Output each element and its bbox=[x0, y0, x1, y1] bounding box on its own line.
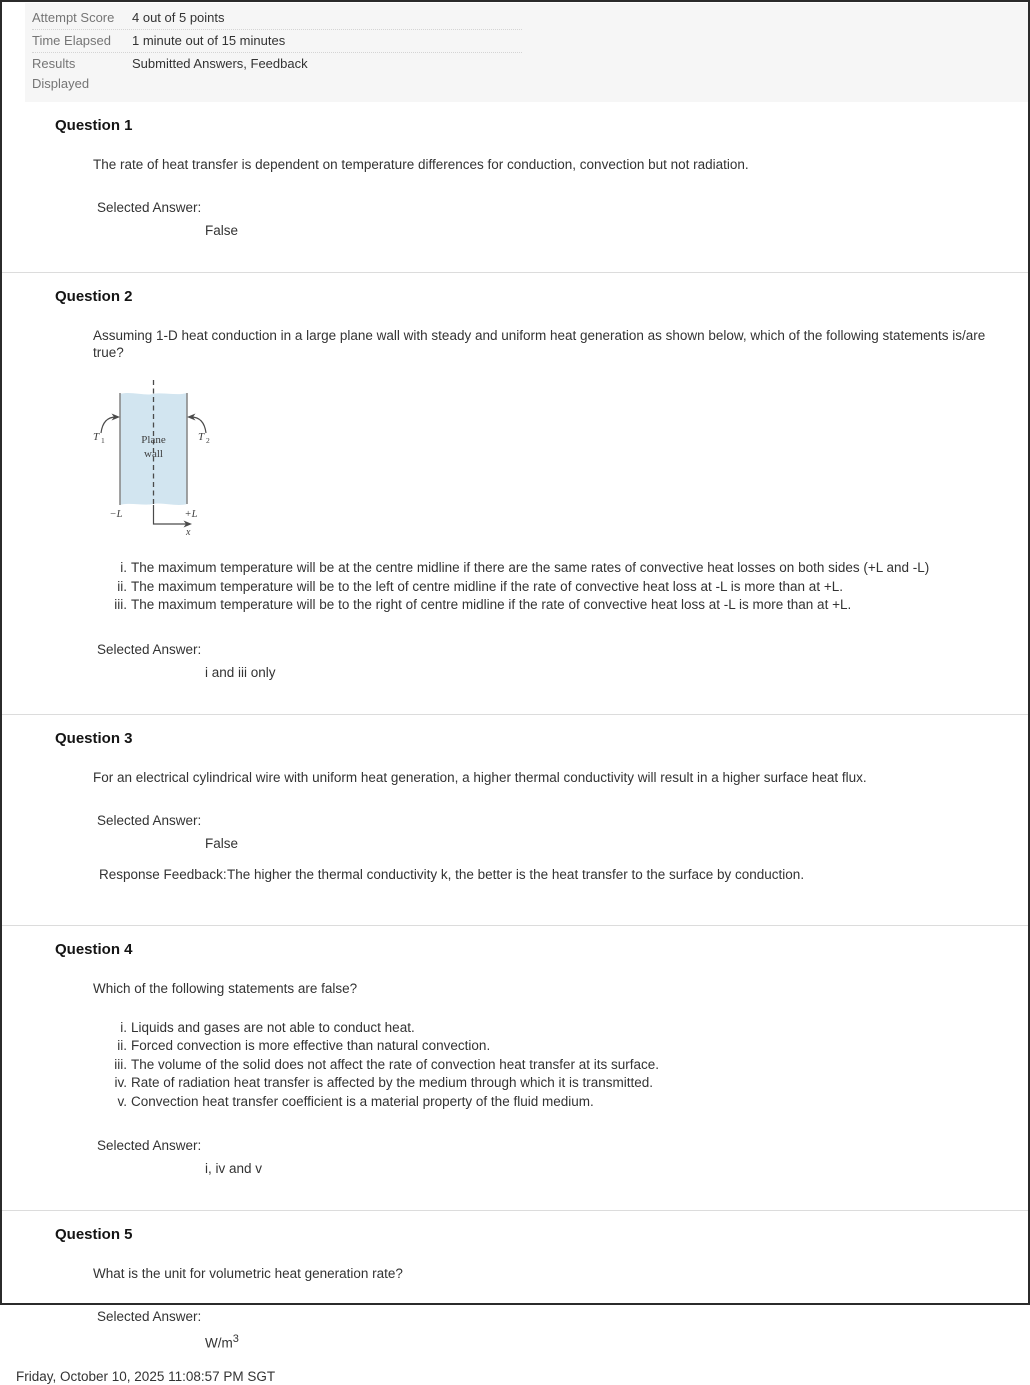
question-4-section bbox=[2, 926, 1028, 1212]
question-3-title: Question 3 bbox=[55, 729, 133, 747]
attempt-score-label: Attempt Score bbox=[32, 10, 115, 25]
t2-label: T bbox=[198, 431, 205, 443]
results-displayed-value: Submitted Answers, Feedback bbox=[132, 56, 308, 71]
question-5-section bbox=[2, 1211, 1028, 1352]
statement-ii bbox=[105, 578, 1008, 597]
statement-number: i. bbox=[120, 1019, 127, 1035]
statement-text: Convection heat transfer coefficient is a material property of the fluid medium. bbox=[131, 1093, 594, 1109]
statement-text: Rate of radiation heat transfer is affected by the medium through which it is transmitted. bbox=[131, 1075, 654, 1090]
answer-unit-base: W/m bbox=[205, 1335, 233, 1351]
question-3-response-feedback bbox=[99, 866, 1008, 883]
results-displayed-row bbox=[32, 53, 522, 95]
question-4-statements bbox=[105, 1019, 1008, 1112]
statement-iii bbox=[105, 1056, 1008, 1075]
x-axis-label: x bbox=[186, 527, 191, 538]
question-5-selected-answer bbox=[97, 1308, 1008, 1352]
question-3-selected-answer bbox=[97, 812, 1008, 852]
question-2-section bbox=[2, 273, 1028, 715]
neg-l-label: −L bbox=[109, 509, 123, 520]
selected-answer-label: Selected Answer: bbox=[97, 1138, 202, 1153]
question-2-title: Question 2 bbox=[55, 288, 133, 305]
statement-iii bbox=[105, 596, 1008, 615]
statement-number: iv. bbox=[114, 1075, 127, 1090]
selected-answer-value: i and iii only bbox=[205, 664, 276, 680]
question-5-title: Question 5 bbox=[55, 1226, 133, 1243]
selected-answer-label: Selected Answer: bbox=[97, 1309, 202, 1324]
question-4-title: Question 4 bbox=[55, 940, 133, 958]
statement-number: iii. bbox=[114, 597, 127, 612]
selected-answer-value: i, iv and v bbox=[205, 1161, 263, 1176]
wall-label-line1: Plane bbox=[141, 434, 166, 446]
time-elapsed-value: 1 minute out of 15 minutes bbox=[132, 33, 286, 48]
attempt-score-value: 4 out of 5 points bbox=[132, 10, 225, 25]
statement-i bbox=[105, 559, 1008, 578]
statement-text: The maximum temperature will be at the centre midline if there are the same rates of convective heat losses on both sides (+L and -L) bbox=[131, 560, 930, 575]
wall-label-line2: wall bbox=[144, 448, 163, 460]
statement-number: v. bbox=[117, 1093, 127, 1109]
x-axis-line bbox=[154, 505, 187, 524]
answer-unit-exponent: 3 bbox=[232, 1333, 239, 1345]
statement-number: i. bbox=[120, 560, 127, 575]
pos-l-label: +L bbox=[184, 509, 198, 520]
attempt-summary-panel bbox=[25, 3, 1028, 102]
question-2-statements bbox=[105, 559, 1008, 615]
statement-text: Forced convection is more effective than natural convection. bbox=[131, 1038, 491, 1053]
response-feedback-label: Response Feedback: bbox=[99, 866, 227, 882]
t1-subscript: 1 bbox=[101, 436, 105, 445]
selected-answer-label: Selected Answer: bbox=[97, 812, 202, 828]
question-1-selected-answer bbox=[97, 199, 1008, 239]
statement-v bbox=[105, 1093, 1008, 1112]
statement-text: Liquids and gases are not able to conduct heat. bbox=[131, 1019, 415, 1035]
statement-iv bbox=[105, 1074, 1008, 1093]
question-1-text: The rate of heat transfer is dependent on temperature differences for conduction, convection but not radiation. bbox=[93, 157, 749, 172]
t2-subscript: 2 bbox=[206, 436, 210, 445]
statement-text: The maximum temperature will be to the right of centre midline if the rate of convective heat loss at -L is more than at +L. bbox=[131, 597, 852, 612]
question-2-text: Assuming 1-D heat conduction in a large plane wall with steady and uniform heat generation as shown below, which of the following statements is/are true? bbox=[93, 328, 986, 360]
selected-answer-value: False bbox=[205, 223, 239, 238]
selected-answer-value bbox=[205, 1331, 1008, 1352]
statement-number: ii. bbox=[117, 1038, 127, 1053]
attempt-score-row bbox=[32, 7, 522, 30]
question-3-text: For an electrical cylindrical wire with uniform heat generation, a higher thermal conductivity will result in a higher surface heat flux. bbox=[93, 769, 867, 785]
plane-wall-diagram bbox=[90, 377, 225, 537]
statement-number: ii. bbox=[117, 578, 127, 594]
question-1-section bbox=[2, 102, 1028, 273]
results-displayed-label: Results Displayed bbox=[32, 56, 90, 91]
selected-answer-label: Selected Answer: bbox=[97, 200, 202, 215]
question-4-text: Which of the following statements are false? bbox=[93, 980, 358, 996]
t1-label: T bbox=[93, 431, 100, 443]
statement-ii bbox=[105, 1037, 1008, 1056]
response-feedback-text: The higher the thermal conductivity k, the better is the heat transfer to the surface by conduction. bbox=[227, 866, 805, 882]
question-2-selected-answer bbox=[97, 641, 1008, 681]
statement-i bbox=[105, 1019, 1008, 1038]
time-elapsed-row bbox=[32, 30, 522, 53]
statement-text: The maximum temperature will be to the left of centre midline if the rate of convective heat loss at -L is more than at +L. bbox=[131, 578, 843, 594]
selected-answer-label: Selected Answer: bbox=[97, 641, 202, 657]
question-4-selected-answer bbox=[97, 1137, 1008, 1177]
time-elapsed-label: Time Elapsed bbox=[32, 33, 111, 48]
question-3-section bbox=[2, 715, 1028, 926]
question-1-title: Question 1 bbox=[55, 117, 133, 134]
selected-answer-value: False bbox=[205, 835, 239, 851]
attempt-timestamp: Friday, October 10, 2025 11:08:57 PM SGT bbox=[16, 1368, 276, 1384]
statement-text: The volume of the solid does not affect the rate of convection heat transfer at its surface. bbox=[131, 1056, 660, 1072]
question-5-text: What is the unit for volumetric heat generation rate? bbox=[93, 1266, 403, 1281]
statement-number: iii. bbox=[114, 1056, 127, 1072]
